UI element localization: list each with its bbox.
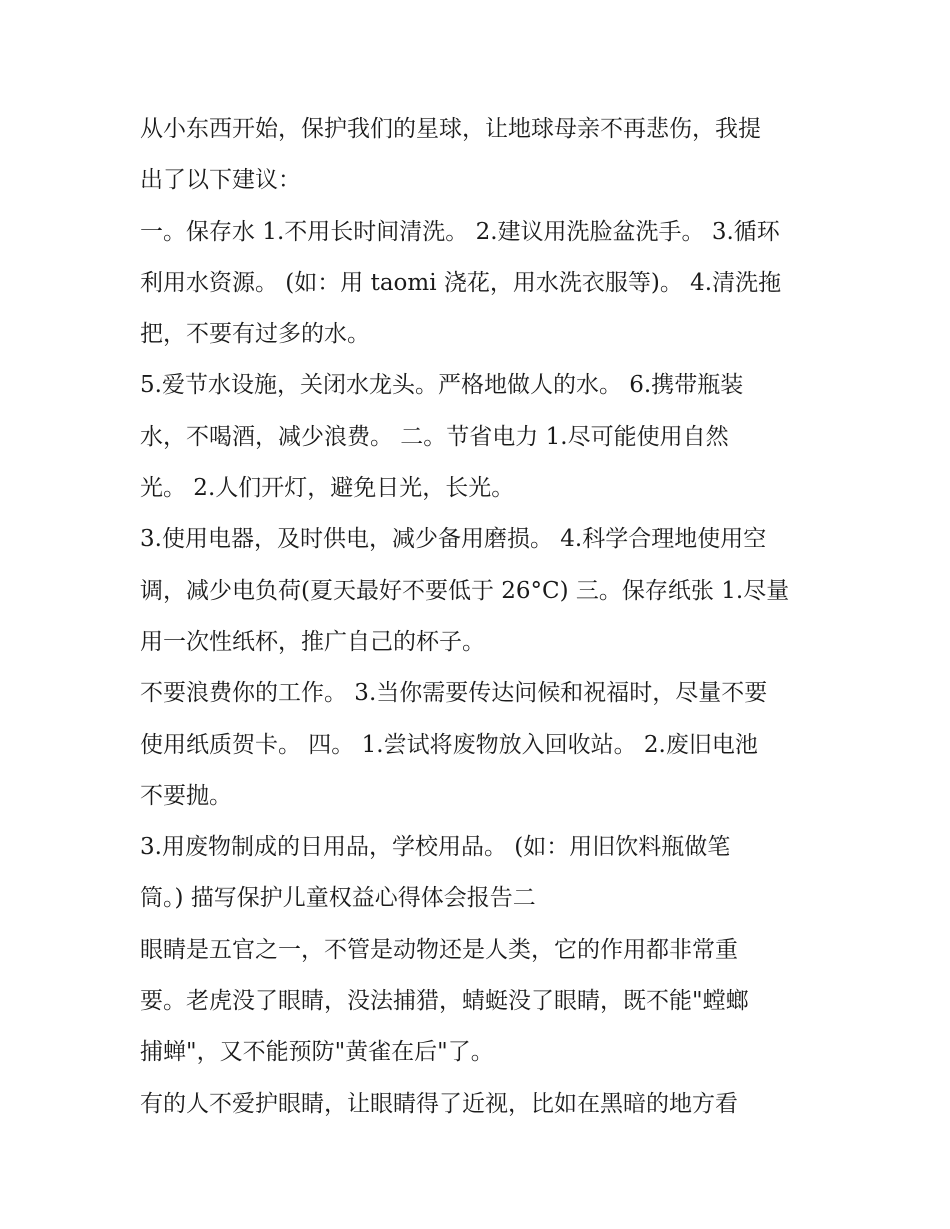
text-line: 光。 2.人们开灯，避免日光，长光。 [140,475,515,502]
text-line: 出了以下建议： [140,167,301,194]
text-line: 调，减少电负荷(夏天最好不要低于 26°C) 三。保存纸张 1.尽量 [140,577,790,604]
text-line: 眼睛是五官之一，不管是动物还是人类，它的作用都非常重 [140,936,738,963]
text-line: 不要抛。 [140,782,232,809]
text-line: 3.使用电器，及时供电，减少备用磨损。 4.科学合理地使用空 [140,526,767,553]
text-line: 不要浪费你的工作。 3.当你需要传达问候和祝福时，尽量不要 [140,680,768,707]
text-line: 用一次性纸杯，推广自己的杯子。 [140,628,485,655]
text-line: 利用水资源。 (如：用 taomi 浇花，用水洗衣服等)。 4.清洗拖 [140,269,782,296]
text-line: 有的人不爱护眼睛，让眼睛得了近视，比如在黑暗的地方看 [140,1090,738,1117]
text-line: 使用纸质贺卡。 四。 1.尝试将废物放入回收站。 2.废旧电池 [140,731,758,758]
text-line: 水，不喝酒，减少浪费。 二。节省电力 1.尽可能使用自然 [140,423,729,450]
text-line: 把，不要有过多的水。 [140,321,370,348]
text-line: 3.用废物制成的日用品，学校用品。 (如：用旧饮料瓶做笔 [140,834,731,861]
document-body [140,104,820,1130]
text-line: 筒。) 描写保护儿童权益心得体会报告二 [140,885,536,912]
text-line: 一。保存水 1.不用长时间清洗。 2.建议用洗脸盆洗手。 3.循环 [140,218,780,245]
text-line: 捕蝉"，又不能预防"黄雀在后"了。 [140,1039,494,1066]
text-line: 从小东西开始，保护我们的星球，让地球母亲不再悲伤，我提 [140,116,761,142]
text-line: 要。老虎没了眼睛，没法捕猎，蜻蜓没了眼睛，既不能"螳螂 [140,988,749,1015]
text-line: 5.爱节水设施，关闭水龙头。严格地做人的水。 6.携带瓶装 [140,372,744,399]
